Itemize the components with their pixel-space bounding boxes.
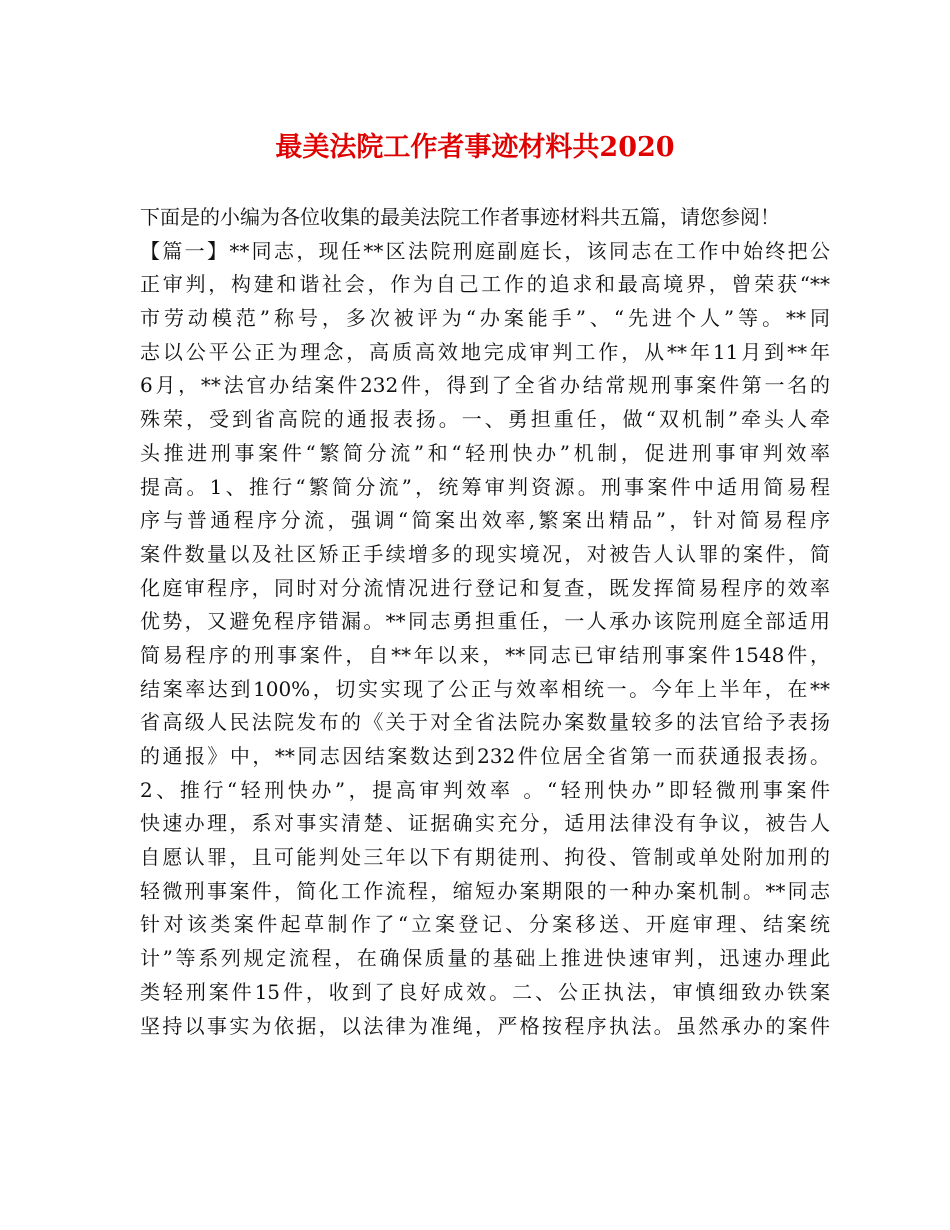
body-line: 优势，又避免程序错漏。**同志勇担重任，一人承办该院刑庭全部适用	[140, 609, 830, 634]
body-line: 简易程序的刑事案件，自**年以来，**同志已审结刑事案件1548件，	[140, 642, 830, 667]
document-body	[140, 201, 830, 1043]
body-line: 殊荣，受到省高院的通报表扬。一、勇担重任，做“双机制”牵头人牵	[140, 407, 830, 432]
body-line: 轻微刑事案件，简化工作流程，缩短办案期限的一种办案机制。**同志	[140, 878, 830, 903]
body-line: 提高。1、推行“繁简分流”，统筹审判资源。刑事案件中适用简易程	[140, 474, 830, 499]
body-line: 志以公平公正为理念，高质高效地完成审判工作，从**年11月到**年	[140, 339, 830, 364]
body-line: 案件数量以及社区矫正手续增多的现实境况，对被告人认罪的案件，简	[140, 541, 830, 566]
body-line: 类轻刑案件15件，收到了良好成效。二、公正执法，审慎细致办铁案	[140, 979, 830, 1004]
body-line: 化庭审程序，同时对分流情况进行登记和复查，既发挥简易程序的效率	[140, 575, 830, 600]
body-line: 序与普通程序分流，强调“简案出效率,繁案出精品”，针对简易程序	[140, 508, 830, 533]
body-line: 计”等系列规定流程，在确保质量的基础上推进快速审判，迅速办理此	[140, 946, 830, 971]
document-title: 最美法院工作者事迹材料共2020	[275, 132, 675, 163]
body-line: 6月，**法官办结案件232件，得到了全省办结常规刑事案件第一名的	[140, 373, 830, 398]
body-line: 省高级人民法院发布的《关于对全省法院办案数量较多的法官给予表扬	[140, 710, 830, 735]
body-line: 正审判，构建和谐社会，作为自己工作的追求和最高境界，曾荣获“**	[140, 272, 830, 297]
body-line: 结案率达到100%，切实实现了公正与效率相统一。今年上半年，在**	[140, 676, 830, 701]
body-line: 下面是的小编为各位收集的最美法院工作者事迹材料共五篇，请您参阅！	[140, 205, 780, 229]
body-line: 自愿认罪，且可能判处三年以下有期徒刑、拘役、管制或单处附加刑的	[140, 845, 830, 870]
body-line: 头推进刑事案件“繁简分流”和“轻刑快办”机制，促进刑事审判效率	[140, 440, 830, 465]
body-line: 市劳动模范”称号，多次被评为“办案能手”、“先进个人”等。**同	[140, 306, 830, 331]
body-line: 针对该类案件起草制作了“立案登记、分案移送、开庭审理、结案统	[140, 912, 830, 937]
body-line: 2、推行“轻刑快办”，提高审判效率 。“轻刑快办”即轻微刑事案件	[140, 777, 830, 802]
body-line: 的通报》中，**同志因结案数达到232件位居全省第一而获通报表扬。	[140, 744, 830, 768]
body-line: 坚持以事实为依据，以法律为准绳，严格按程序执法。虽然承办的案件	[140, 1013, 830, 1038]
body-line: 【篇一】**同志，现任**区法院刑庭副庭长，该同志在工作中始终把公	[140, 238, 830, 263]
body-line: 快速办理，系对事实清楚、证据确实充分，适用法律没有争议，被告人	[140, 811, 830, 836]
